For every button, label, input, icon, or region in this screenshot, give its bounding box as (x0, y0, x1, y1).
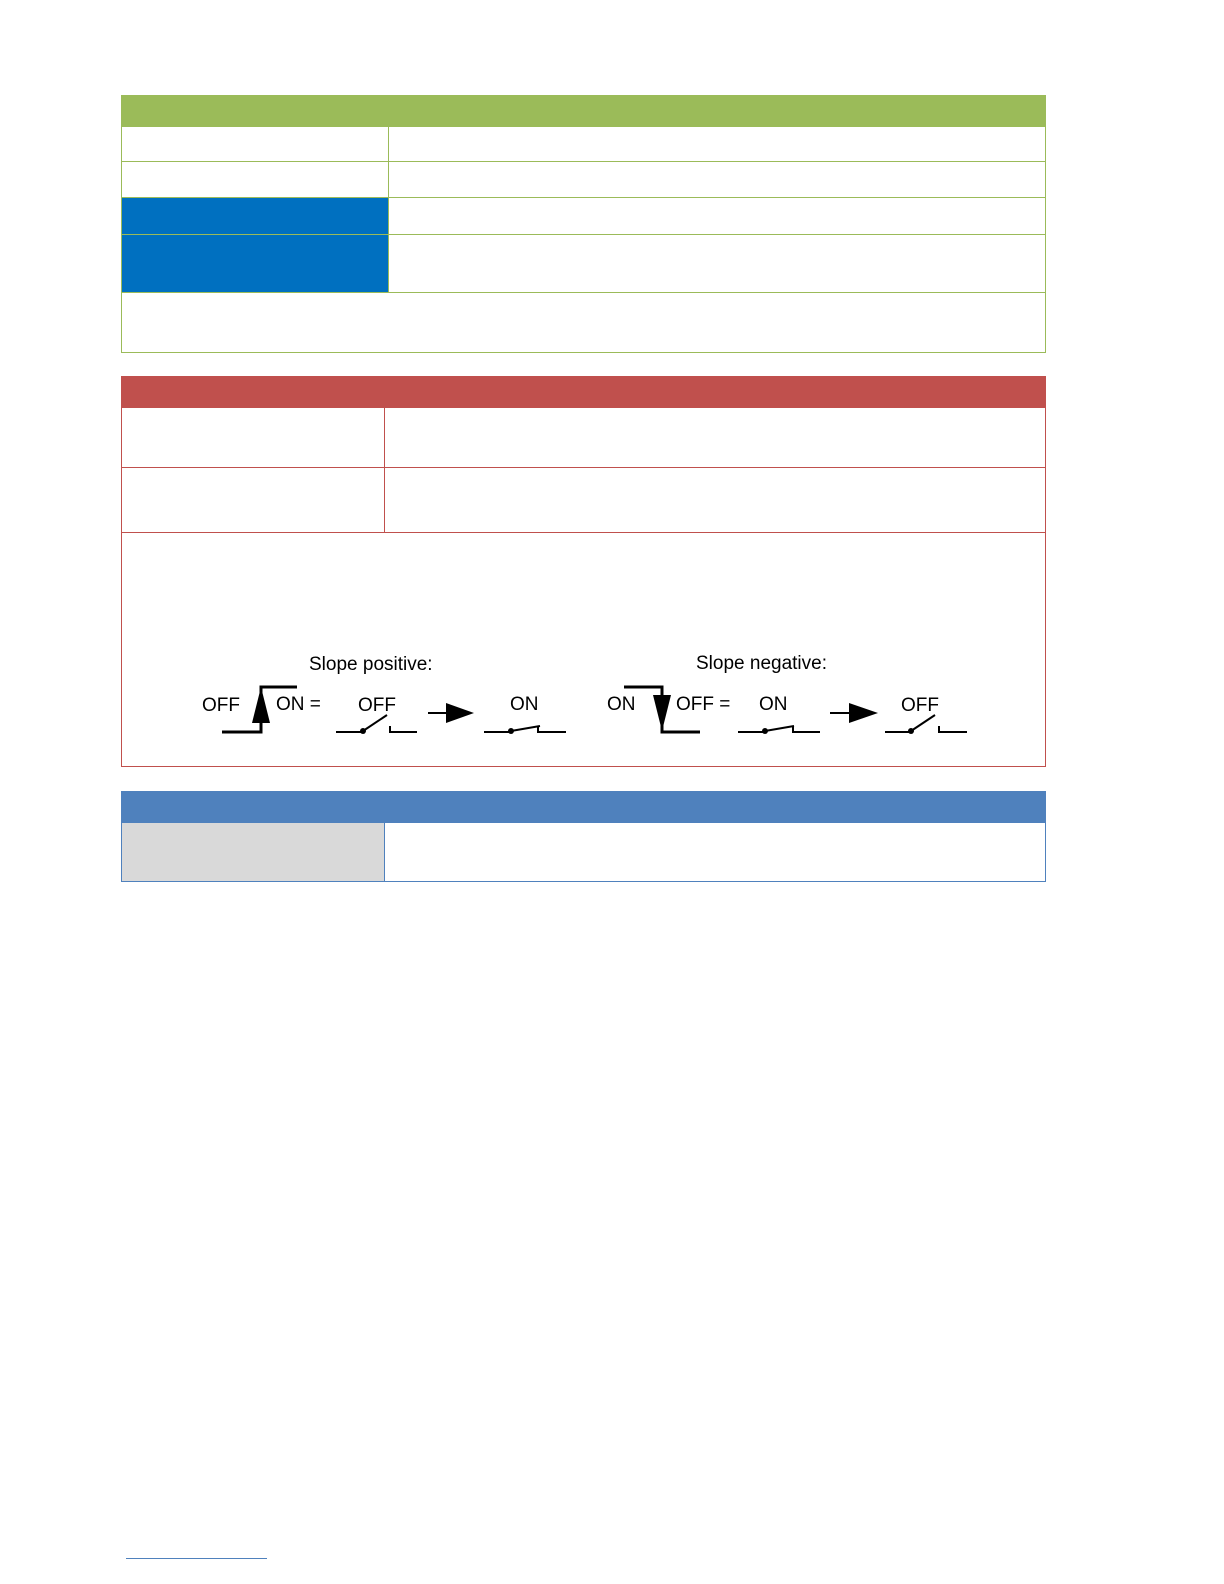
slope-positive-contact-before-label: OFF (358, 695, 396, 716)
row-divider (122, 532, 1045, 533)
slope-negative-contact-before-label: ON (759, 694, 788, 715)
grey-label-cell (122, 823, 384, 881)
blue-label-cell (122, 198, 388, 234)
row-divider (122, 161, 1045, 162)
slope-positive-contact-after-label: ON (510, 694, 539, 715)
footnote-separator (126, 1558, 267, 1559)
slope-positive-before-label: OFF (202, 695, 240, 716)
slope-negative-after-label: OFF = (676, 694, 731, 715)
row-divider (122, 467, 1045, 468)
closed-contact-icon (484, 726, 566, 734)
green-table-header (122, 96, 1045, 127)
column-divider (384, 408, 385, 532)
blue-label-cell (122, 235, 388, 292)
closed-contact-icon (738, 726, 820, 734)
open-contact-icon (885, 715, 967, 734)
transition-arrow-icon (428, 703, 474, 723)
blue-table-header (122, 792, 1045, 823)
slope-positive-after-label: ON = (276, 694, 321, 715)
slope-negative-contact-after-label: OFF (901, 695, 939, 716)
slope-diagram (190, 645, 990, 745)
slope-negative-title: Slope negative: (696, 653, 827, 674)
row-divider (122, 292, 1045, 293)
green-table (121, 95, 1046, 353)
slope-positive-title: Slope positive: (309, 654, 433, 675)
slope-negative-before-label: ON (607, 694, 636, 715)
transition-arrow-icon (830, 703, 878, 723)
column-divider (388, 127, 389, 293)
blue-table (121, 791, 1046, 882)
open-contact-icon (336, 715, 417, 734)
column-divider (384, 823, 385, 881)
red-table-header (122, 377, 1045, 408)
